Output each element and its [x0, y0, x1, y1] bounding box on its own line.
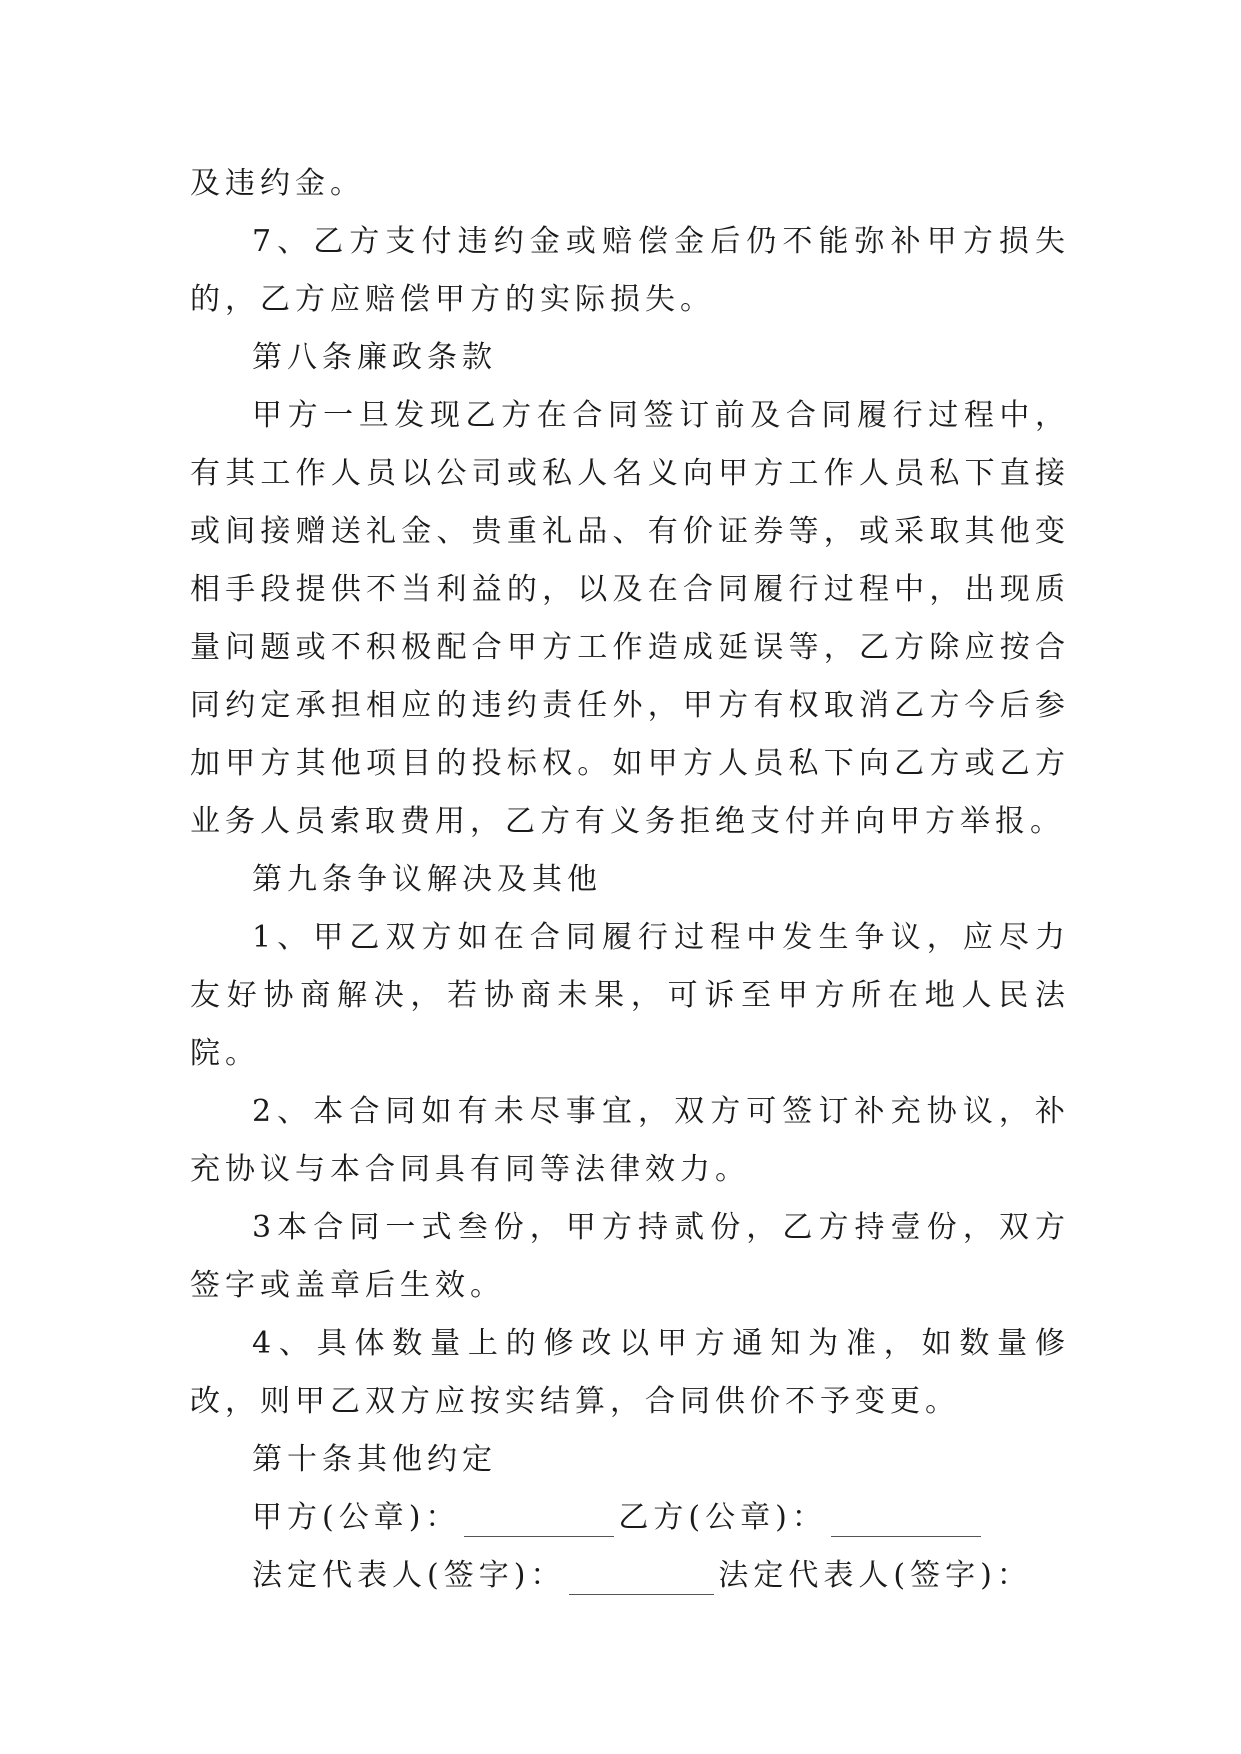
document-page — [190, 155, 1070, 1605]
legal-rep-a-label: 法定代表人(签字)： — [252, 1558, 566, 1593]
heading-article-8: 第八条廉政条款 — [252, 340, 497, 375]
legal-rep-b-label: 法定代表人(签字)： — [718, 1558, 1032, 1593]
paragraph-item-2: 2、本合同如有未尽事宜，双方可签订补充协议，补充协议与本合同具有同等法律效力。 — [190, 1094, 1070, 1187]
heading-article-10: 第十条其他约定 — [252, 1442, 497, 1477]
legal-rep-a-blank[interactable] — [569, 1558, 714, 1595]
legal-rep-line — [190, 1547, 1070, 1605]
paragraph-item-1: 1、甲乙双方如在合同履行过程中发生争议，应尽力友好协商解决，若协商未果，可诉至甲方所在地人民法院。 — [190, 920, 1070, 1071]
paragraph-item-3: 3本合同一式叁份，甲方持贰份，乙方持壹份，双方签字或盖章后生效。 — [190, 1210, 1070, 1303]
paragraph-item-4: 4、具体数量上的修改以甲方通知为准，如数量修改，则甲乙双方应按实结算，合同供价不予变更。 — [190, 1326, 1070, 1419]
party-b-seal-label: 乙方(公章)： — [618, 1500, 827, 1535]
party-b-seal-blank[interactable] — [831, 1500, 981, 1537]
paragraph-clause-7: 7、乙方支付违约金或赔偿金后仍不能弥补甲方损失的，乙方应赔偿甲方的实际损失。 — [190, 224, 1070, 317]
party-a-seal-blank[interactable] — [464, 1500, 614, 1537]
seal-line — [190, 1489, 1070, 1547]
paragraph-continuation: 及违约金。 — [190, 166, 365, 201]
party-a-seal-label: 甲方(公章)： — [252, 1500, 461, 1535]
heading-article-9: 第九条争议解决及其他 — [252, 862, 602, 897]
paragraph-integrity-clause: 甲方一旦发现乙方在合同签订前及合同履行过程中，有其工作人员以公司或私人名义向甲方工作人员私下直接或间接赠送礼金、贵重礼品、有价证券等，或采取其他变相手段提供不当利益的，以及在合同履行过程中，出现质量问题或不积极配合甲方工作造成延误等，乙方除应按合同约定承担相应的违约责任外，甲方有权取消乙方今后参加甲方其他项目的投标权。如甲方人员私下向乙方或乙方业务人员索取费用，乙方有义务拒绝支付并向甲方举报。 — [190, 398, 1070, 839]
